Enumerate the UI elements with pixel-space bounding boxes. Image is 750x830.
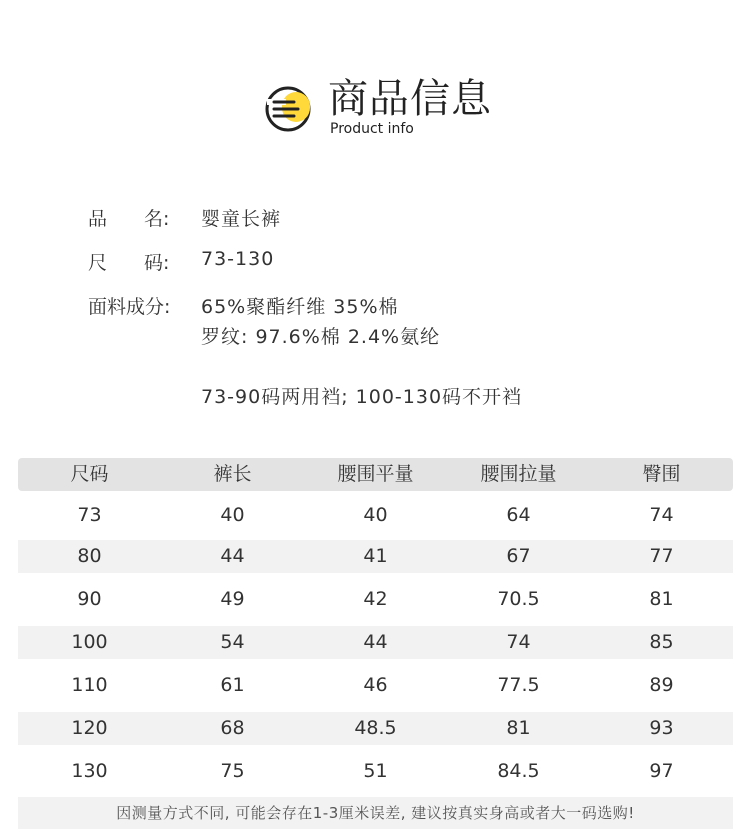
table-cell: 51: [363, 760, 388, 782]
table-row: [18, 626, 733, 659]
table-row: [18, 712, 733, 745]
table-cell: 41: [363, 545, 388, 567]
table-cell: 61: [220, 674, 245, 696]
table-cell: 77.5: [497, 674, 540, 696]
table-header-row: [18, 458, 733, 491]
spec-value-fabric: 65%聚酯纤维 35%棉: [201, 296, 399, 318]
table-cell: 49: [220, 588, 245, 610]
table-row: [18, 540, 733, 573]
page-title: 商品信息: [328, 76, 492, 122]
table-cell: 64: [506, 504, 531, 526]
table-cell: 54: [220, 631, 245, 653]
spec-value-size: 73-130: [201, 248, 275, 270]
table-cell: 68: [220, 717, 245, 739]
table-cell: 74: [506, 631, 531, 653]
table-cell: 97: [649, 760, 674, 782]
table-cell: 70.5: [497, 588, 540, 610]
spec-value-name: 婴童长裤: [201, 208, 282, 230]
table-cell: 130: [71, 760, 108, 782]
menu-circle-icon: [262, 82, 314, 134]
table-cell: 73: [77, 504, 102, 526]
table-cell: 81: [506, 717, 531, 739]
column-header: 腰围拉量: [480, 463, 557, 485]
measurement-note: 因测量方式不同, 可能会存在1-3厘米误差, 建议按真实身高或者大一码选购!: [18, 797, 733, 829]
table-cell: 81: [649, 588, 674, 610]
table-row: [18, 499, 733, 532]
table-cell: 75: [220, 760, 245, 782]
spec-label: 面料成分:: [88, 296, 171, 318]
column-header: 裤长: [213, 463, 252, 485]
table-cell: 48.5: [354, 717, 397, 739]
table-row: [18, 755, 733, 788]
table-cell: 100: [71, 631, 108, 653]
page-subtitle: Product info: [330, 121, 414, 137]
table-cell: 89: [649, 674, 674, 696]
table-cell: 77: [649, 545, 674, 567]
table-cell: 40: [220, 504, 245, 526]
table-cell: 110: [71, 674, 108, 696]
product-info-header: [262, 72, 502, 142]
table-cell: 84.5: [497, 760, 540, 782]
table-row: [18, 583, 733, 616]
table-cell: 46: [363, 674, 388, 696]
table-cell: 42: [363, 588, 388, 610]
table-cell: 44: [363, 631, 388, 653]
spec-value-rib: 罗纹: 97.6%棉 2.4%氨纶: [201, 326, 441, 348]
table-cell: 40: [363, 504, 388, 526]
table-cell: 67: [506, 545, 531, 567]
table-cell: 44: [220, 545, 245, 567]
column-header: 臀围: [642, 463, 681, 485]
table-row: [18, 669, 733, 702]
spec-value-crotch: 73-90码两用裆; 100-130码不开裆: [201, 386, 523, 408]
table-cell: 85: [649, 631, 674, 653]
table-cell: 80: [77, 545, 102, 567]
table-cell: 90: [77, 588, 102, 610]
table-cell: 120: [71, 717, 108, 739]
column-header: 尺码: [70, 463, 109, 485]
table-cell: 93: [649, 717, 674, 739]
column-header: 腰围平量: [337, 463, 414, 485]
table-cell: 74: [649, 504, 674, 526]
